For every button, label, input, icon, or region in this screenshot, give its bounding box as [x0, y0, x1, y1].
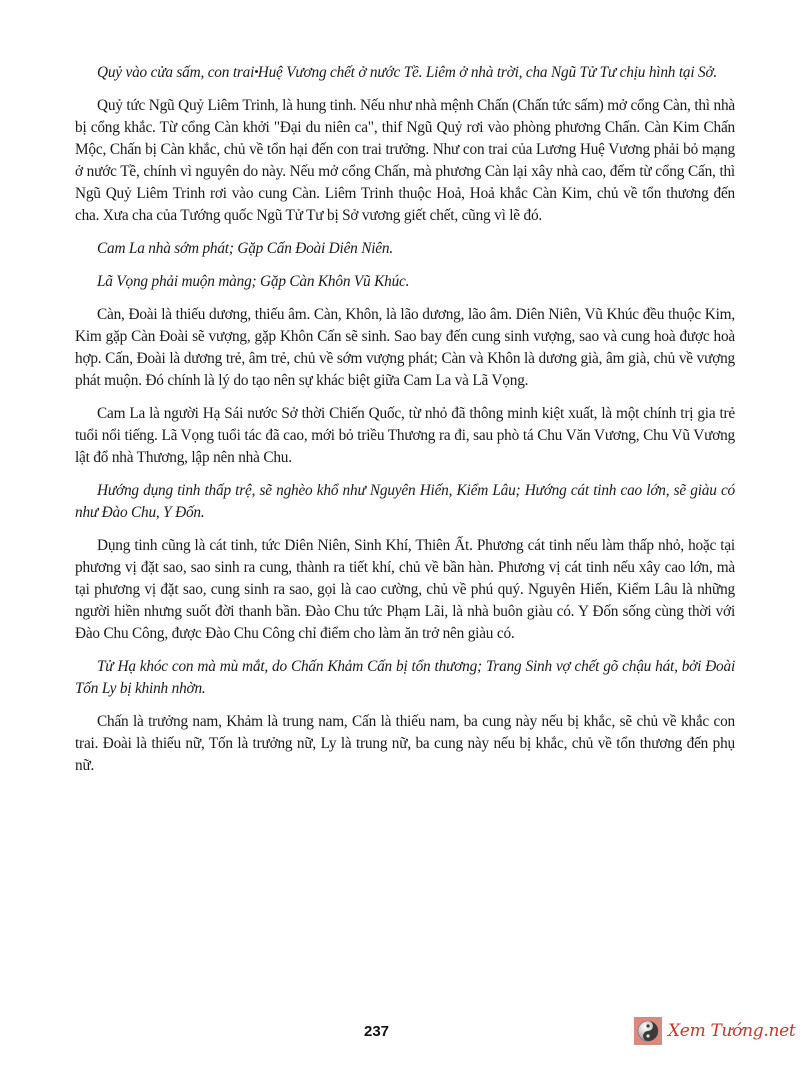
verse-paragraph: Quỷ vào cửa sấm, con trai Huệ Vương chết ở nước Tề. Liêm ở nhà trời, cha Ngũ Tử Tư chịu hình tại Sở. — [97, 64, 718, 81]
commentary-paragraph: Dụng tinh cũng là cát tinh, tức Diên Niên, Sinh Khí, Thiên Ất. Phương cát tinh nếu làm thấp nhỏ, hoặc tại phương vị đặt sao, sao sinh ra cung, thành ra tiết khí, chủ về bần hàn. Phương vị cát tinh nếu xây cao lớn, mà tại phương vị đặt sao, cung sinh ra sao, gọi là cao cường, chủ về phú quý. Nguyên Hiến, Kiểm Lâu là những người hiền nhưng suốt đời thanh bần. Đào Chu tức Phạm Lãi, là nhà buôn giàu có. Y Đốn sống cùng thời với Đào Chu Công, được Đào Chu Công chỉ điểm cho làm ăn trở nên giàu có. — [75, 537, 735, 642]
commentary-paragraph: Chấn là trưởng nam, Khảm là trung nam, Cấn là thiếu nam, ba cung này nếu bị khắc, sẽ chủ về khắc con trai. Đoài là thiếu nữ, Tốn là trưởng nữ, Ly là trung nữ, ba cung này nếu bị khắc, chủ về tổn thương đến phụ nữ. — [75, 713, 735, 774]
verse-paragraph: Cam La nhà sớm phát; Gặp Cấn Đoài Diên Niên. — [97, 240, 393, 257]
page-body — [75, 62, 735, 788]
verse-paragraph: Tử Hạ khóc con mà mù mắt, do Chấn Khảm Cấn bị tổn thương; Trang Sinh vợ chết gõ chậu hát, bởi Đoài Tốn Ly bị khinh nhờn. — [75, 658, 735, 697]
commentary-paragraph: Quỷ tức Ngũ Quỷ Liêm Trinh, là hung tinh. Nếu như nhà mệnh Chấn (Chấn tức sấm) mở cổng Càn, thì nhà bị cổng khắc. Từ cổng Càn khởi "Đại du niên ca", thif Ngũ Quỷ rơi vào phòng phương Chấn. Càn Kim Chấn Mộc, Chấn bị Càn khắc, chủ về tổn hại đến con trai trưởng. Như con trai của Lương Huệ Vương phải bỏ mạng ở nước Tề, chính vì nguyên do này. Nếu mở cổng Chấn, mà phương Càn lại xây nhà cao, đếm từ cổng Cấn, thì Ngũ Quỷ Liêm Trinh rơi vào cung Càn. Liêm Trinh thuộc Hoả, Hoả khắc Càn Kim, chủ về tổn thương đến cha. Xưa cha của Tướng quốc Ngũ Tử Tư bị Sở vương giết chết, cũng vì lẽ đó. — [75, 97, 735, 224]
commentary-paragraph: Càn, Đoài là thiếu dương, thiếu âm. Càn, Khôn, là lão dương, lão âm. Diên Niên, Vũ Khúc đều thuộc Kim, Kim gặp Càn Đoài sẽ vượng, gặp Khôn Cấn sẽ sinh. Sao bay đến cung sinh vượng, sao và cung hoà được hoà hợp. Cấn, Đoài là dương trẻ, âm trẻ, chủ về sớm vượng phát; Càn và Khôn là dương già, âm già, chủ về vượng phát muộn. Đó chính là lý do tạo nên sự khác biệt giữa Cam La và Lã Vọng. — [75, 306, 735, 389]
verse-paragraph: Hướng dụng tinh thấp trệ, sẽ nghèo khổ như Nguyên Hiến, Kiểm Lâu; Hướng cát tinh cao lớn, sẽ giàu có như Đào Chu, Y Đốn. — [75, 482, 735, 521]
commentary-paragraph: Cam La là người Hạ Sái nước Sở thời Chiến Quốc, từ nhỏ đã thông minh kiệt xuất, là một chính trị gia trẻ tuổi nổi tiếng. Lã Vọng tuổi tác đã cao, mới bỏ triều Thương ra đi, sau phò tá Chu Văn Vương, Chu Vũ Vương lật đổ nhà Thương, lập nên nhà Chu. — [75, 405, 735, 466]
watermark-text: Xem Tướng.net — [668, 1021, 796, 1041]
yin-yang-icon — [637, 1020, 659, 1042]
verse-paragraph: Lã Vọng phải muộn màng; Gặp Càn Khôn Vũ Khúc. — [97, 273, 410, 290]
page-number: 237 — [364, 1023, 390, 1040]
logo-badge — [634, 1017, 662, 1045]
watermark-logo — [634, 1014, 795, 1048]
